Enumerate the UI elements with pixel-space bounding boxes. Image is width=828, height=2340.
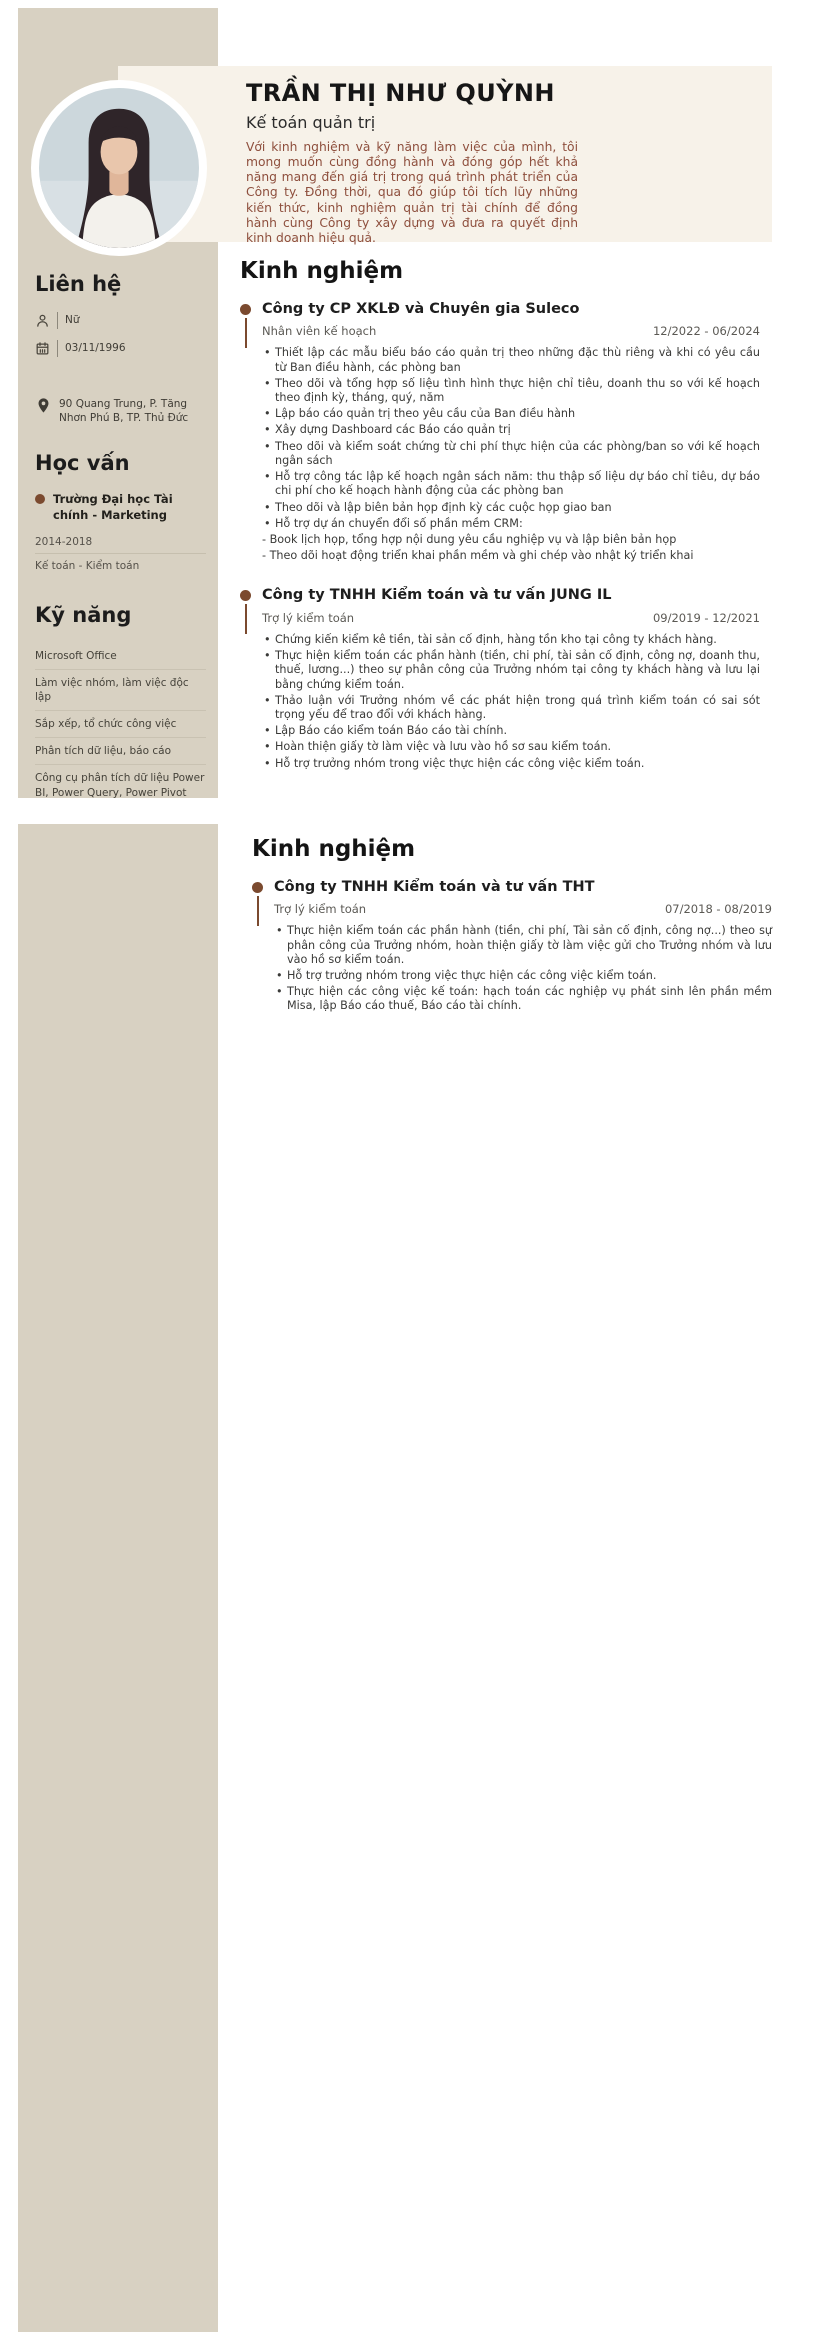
company-name: Công ty CP XKLĐ và Chuyên gia Suleco — [262, 301, 580, 317]
experience-section-page2 — [252, 836, 772, 1038]
timeline-dot — [252, 882, 263, 893]
bullet-item: • Thực hiện các công việc kế toán: hạch toán các nghiệp vụ phát sinh lên phần mềm Misa, lập Báo cáo thuế, Báo cáo tài chính. — [274, 985, 772, 1013]
bullet-item: • Lập báo cáo quản trị theo yêu cầu của Ban điều hành — [262, 407, 760, 421]
bullet-item: • Hỗ trợ trưởng nhóm trong việc thực hiện các công việc kiểm toán. — [262, 757, 760, 771]
bullet-item: • Thiết lập các mẫu biểu báo cáo quản trị theo những đặc thù riêng và khi có yêu cầu từ Ban điều hành, các phòng ban — [262, 346, 760, 374]
education-school: Trường Đại học Tài chính - Marketing — [53, 492, 173, 523]
job-role: Nhân viên kế hoạch — [262, 324, 377, 339]
company-name: Công ty TNHH Kiểm toán và tư vấn JUNG IL — [262, 587, 612, 604]
timeline-line — [257, 896, 259, 926]
plain-line: - Theo dõi hoạt động triển khai phần mềm và ghi chép vào nhật ký triển khai — [262, 549, 694, 563]
skill-item: Công cụ phân tích dữ liệu Power BI, Power Query, Power Pivot — [35, 772, 205, 799]
contact-address-value: 90 Quang Trung, P. Tăng Nhơn Phú B, TP. Thủ Đức — [59, 398, 189, 425]
experience-heading: Kinh nghiệm — [240, 258, 404, 284]
bullet-item: • Hoàn thiện giấy tờ làm việc và lưu vào hồ sơ sau kiểm toán. — [262, 740, 760, 754]
intro-paragraph: Với kinh nghiệm và kỹ năng làm việc của mình, tôi mong muốn cùng đồng hành và đóng góp hết khả năng mang đến giá trị trong quá trình phát triển của Công ty. Đồng thời, qua đó giúp tôi tích lũy những kiến thức, kinh nghiệm quản trị tài chính để đồng hành cùng Công ty xây dựng và đưa ra quyết định kinh doanh hiệu quả. — [246, 139, 578, 245]
job-role: Trợ lý kiểm toán — [262, 610, 355, 625]
contact-item-birthdate — [35, 340, 206, 357]
job-bullets — [262, 633, 760, 771]
timeline-dot — [35, 494, 45, 504]
bullet-item: • Xây dựng Dashboard các Báo cáo quản trị — [262, 423, 760, 437]
job-bullets — [274, 924, 772, 1013]
location-pin-icon — [35, 397, 52, 414]
skill-item: Làm việc nhóm, làm việc độc lập — [35, 670, 206, 711]
name: TRẦN THỊ NHƯ QUỲNH — [246, 79, 555, 107]
job-dates: 12/2022 - 06/2024 — [652, 324, 760, 339]
skill-item: Phân tích dữ liệu, báo cáo — [35, 738, 206, 765]
education-major: Kế toán - Kiểm toán — [35, 559, 140, 572]
contact-item-address — [35, 397, 206, 425]
job-bullets — [262, 346, 760, 531]
icon-divider — [57, 312, 58, 329]
timeline-dot — [240, 590, 251, 601]
job-title: Kế toán quản trị — [246, 112, 376, 132]
contact-heading: Liên hệ — [35, 272, 122, 296]
person-icon — [35, 313, 50, 328]
job-dates: 09/2019 - 12/2021 — [652, 610, 760, 625]
skills-list — [35, 643, 206, 806]
portrait-placeholder-image — [39, 88, 199, 248]
contact-birthdate-value: 03/11/1996 — [65, 342, 126, 355]
experience-section-page1 — [240, 258, 760, 795]
company-name: Công ty TNHH Kiểm toán và tư vấn THT — [274, 879, 595, 895]
job-role: Trợ lý kiểm toán — [274, 902, 367, 917]
calendar-icon — [35, 341, 50, 356]
job-entry — [240, 301, 760, 563]
timeline-line — [245, 604, 247, 634]
bullet-item: • Thực hiện kiểm toán các phần hành (tiền, chi phí, tài sản cố định, công nợ, doanh thu, thuế, lương...) theo sự phân công của Trưởng nhóm tại công ty khách hàng và lưu lại bằng chứng kiểm toán. — [262, 649, 760, 692]
education-entry — [35, 491, 206, 523]
bullet-item: • Chứng kiến kiểm kê tiền, tài sản cố định, hàng tồn kho tại công ty khách hàng. — [262, 633, 760, 647]
role-row — [262, 611, 760, 625]
skills-heading: Kỹ năng — [35, 602, 132, 627]
bullet-item: • Theo dõi và lập biên bản họp định kỳ các cuộc họp giao ban — [262, 501, 760, 515]
contact-gender-value: Nữ — [65, 314, 80, 327]
contact-item-gender — [35, 312, 206, 329]
role-row — [262, 324, 760, 338]
education-heading: Học vấn — [35, 451, 130, 476]
bullet-item: • Hỗ trợ dự án chuyển đổi số phần mềm CRM: — [262, 517, 760, 531]
plain-line: - Book lịch họp, tổng hợp nội dung yêu cầu nghiệp vụ và lập biên bản họp — [262, 533, 677, 547]
bullet-item: • Lập Báo cáo kiểm toán Báo cáo tài chính. — [262, 724, 760, 738]
role-row — [274, 902, 772, 916]
bullet-item: • Hỗ trợ trưởng nhóm trong việc thực hiện các công việc kiểm toán. — [274, 969, 772, 983]
sidebar-page2 — [18, 824, 218, 2332]
bullet-item: • Hỗ trợ công tác lập kế hoạch ngân sách năm: thu thập số liệu dự báo chỉ tiêu, dự báo chi phí cho kế hoạch hành động của các phòng ban — [262, 470, 760, 498]
header-block — [118, 66, 772, 245]
job-dates: 07/2018 - 08/2019 — [664, 902, 772, 917]
bullet-item: • Thực hiện kiểm toán các phần hành (tiền, chi phí, Tài sản cố định, công nợ...) theo sự phân công của Trưởng nhóm, hoàn thiện giấy tờ làm việc gửi cho Trưởng nhóm và lưu vào hồ sơ kiểm toán. — [274, 924, 772, 967]
profile-photo — [31, 80, 207, 256]
job-entry — [252, 879, 772, 1014]
experience-heading: Kinh nghiệm — [252, 836, 416, 862]
contact-section — [35, 272, 206, 425]
skill-item: Microsoft Office — [35, 643, 206, 670]
timeline-line — [245, 318, 247, 348]
skills-section — [35, 603, 206, 806]
education-years: 2014-2018 — [35, 532, 206, 554]
bullet-item: • Theo dõi và tổng hợp số liệu tình hình thực hiện chỉ tiêu, doanh thu so với kế hoạch theo định kỳ, tháng, quý, năm — [262, 377, 760, 405]
bullet-item: • Thảo luận với Trưởng nhóm về các phát hiện trong quá trình kiểm toán có sai sót trọng yếu để trao đổi với khách hàng. — [262, 694, 760, 722]
timeline-dot — [240, 304, 251, 315]
job-entry — [240, 587, 760, 770]
skill-item: Sắp xếp, tổ chức công việc — [35, 711, 206, 738]
education-section — [35, 451, 206, 576]
bullet-item: • Theo dõi và kiểm soát chứng từ chi phí thực hiện của các phòng/ban so với kế hoạch ngân sách — [262, 440, 760, 468]
icon-divider — [57, 340, 58, 357]
